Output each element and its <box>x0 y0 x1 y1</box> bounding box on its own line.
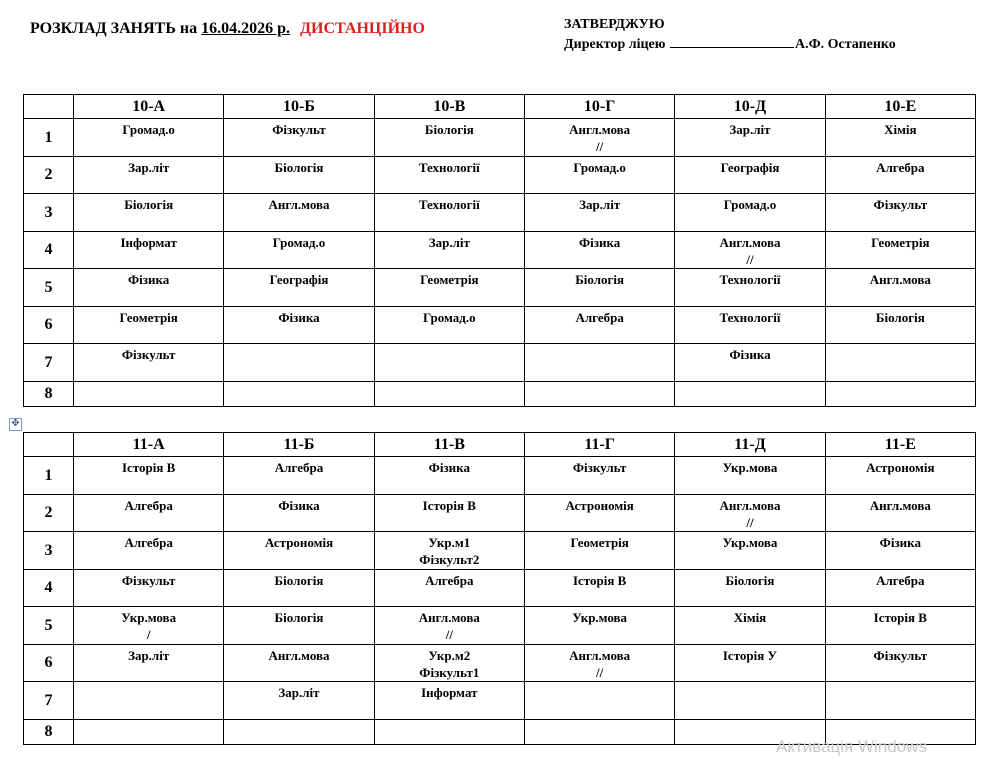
subject-text: Біологія <box>124 197 174 212</box>
director-label: Директор ліцею <box>564 37 666 52</box>
approval-block <box>564 15 896 55</box>
lesson-cell <box>675 494 825 532</box>
subject-text <box>74 720 223 722</box>
lesson-cell <box>224 194 374 232</box>
lesson-cell <box>524 231 674 269</box>
lesson-cell <box>524 269 674 307</box>
subject-text <box>675 382 824 384</box>
lesson-cell <box>74 644 224 682</box>
approval-title: ЗАТВЕРДЖУЮ <box>564 17 665 32</box>
subject-text: Біологія <box>424 122 474 137</box>
lesson-cell <box>825 269 975 307</box>
lesson-cell <box>224 494 374 532</box>
schedule-title <box>30 20 425 38</box>
subject-text <box>74 382 223 384</box>
lesson-cell <box>524 569 674 607</box>
subject-text: Алгебра <box>575 309 624 325</box>
subject-text <box>826 682 975 684</box>
subject-text: Фізкульт <box>121 572 176 588</box>
table-row <box>24 569 976 607</box>
lesson-cell <box>374 644 524 682</box>
subject-text: Фізика <box>278 309 320 325</box>
lesson-cell <box>224 306 374 344</box>
subject-text: Біологія <box>575 272 625 287</box>
subject-text <box>224 344 373 346</box>
subject-text: Фізкульт <box>272 122 326 137</box>
class-header: 11-Е <box>825 433 975 457</box>
lesson-number: 7 <box>24 344 74 382</box>
lesson-cell <box>224 344 374 382</box>
lesson-cell <box>374 494 524 532</box>
subject-text: Алгебра <box>124 535 173 550</box>
table-row <box>24 607 976 645</box>
lesson-cell <box>675 644 825 682</box>
director-name: А.Ф. Остапенко <box>794 37 896 52</box>
lesson-cell <box>825 569 975 607</box>
subject-text: Громад.о <box>122 122 175 137</box>
lesson-cell <box>374 381 524 406</box>
lesson-number: 1 <box>24 119 74 157</box>
lesson-cell <box>675 569 825 607</box>
lesson-number: 2 <box>24 494 74 532</box>
class-header: 11-Д <box>675 433 825 457</box>
lesson-cell <box>524 344 674 382</box>
subject-text: Фізкульт <box>873 647 928 663</box>
subject-text <box>525 720 674 722</box>
title-prefix: РОЗКЛАД ЗАНЯТЬ на <box>30 20 198 37</box>
lesson-cell <box>374 607 524 645</box>
lesson-cell <box>675 231 825 269</box>
lesson-cell <box>74 494 224 532</box>
lesson-cell <box>675 381 825 406</box>
subject-text: Англ.мова // <box>418 610 480 642</box>
subject-text: Укр.мова <box>572 610 628 625</box>
class-header: 10-В <box>374 95 524 119</box>
lesson-cell <box>374 231 524 269</box>
subject-text: Географія <box>720 159 780 175</box>
subject-text: Історія В <box>422 497 476 513</box>
lesson-cell <box>374 682 524 720</box>
subject-text: Фізика <box>278 497 320 513</box>
table-row <box>24 231 976 269</box>
lesson-cell <box>675 306 825 344</box>
lesson-cell <box>74 607 224 645</box>
lesson-cell <box>374 532 524 570</box>
lesson-cell <box>374 119 524 157</box>
lesson-number: 8 <box>24 381 74 406</box>
lesson-cell <box>825 532 975 570</box>
lesson-cell <box>675 607 825 645</box>
lesson-cell <box>524 306 674 344</box>
subject-text <box>224 382 373 384</box>
lesson-cell <box>74 194 224 232</box>
lesson-cell <box>675 194 825 232</box>
table-row <box>24 457 976 495</box>
lesson-number: 6 <box>24 644 74 682</box>
table-row <box>24 344 976 382</box>
lesson-number: 1 <box>24 457 74 495</box>
subject-text: Фізика <box>128 272 170 287</box>
subject-text: Фізика <box>879 535 921 550</box>
subject-text: Геометрія <box>871 234 930 250</box>
subject-text: Біологія <box>274 159 324 175</box>
lesson-cell <box>224 381 374 406</box>
activation-watermark: Активація Windows <box>776 737 927 756</box>
lesson-cell <box>825 644 975 682</box>
lesson-cell <box>825 607 975 645</box>
lesson-cell <box>224 457 374 495</box>
subject-text: Хімія <box>733 610 767 625</box>
subject-text: Астрономія <box>565 497 634 513</box>
lesson-cell <box>224 719 374 744</box>
subject-text: Алгебра <box>124 497 173 513</box>
lesson-cell <box>825 457 975 495</box>
lesson-cell <box>675 156 825 194</box>
lesson-cell <box>224 532 374 570</box>
lesson-cell <box>675 457 825 495</box>
lesson-cell <box>224 569 374 607</box>
schedule-date: 16.04.2026 р. <box>201 20 291 37</box>
lesson-cell <box>74 231 224 269</box>
subject-text: Географія <box>269 272 329 287</box>
lesson-number: 6 <box>24 306 74 344</box>
subject-text: Хімія <box>884 122 917 137</box>
subject-text <box>826 382 975 384</box>
lesson-cell <box>74 344 224 382</box>
lesson-cell <box>825 119 975 157</box>
subject-text: Англ.мова // <box>569 122 631 154</box>
lesson-cell <box>825 194 975 232</box>
lesson-cell <box>524 156 674 194</box>
subject-text: Зар.літ <box>278 685 320 700</box>
subject-text <box>74 682 223 684</box>
lesson-number: 5 <box>24 607 74 645</box>
subject-text <box>826 344 975 346</box>
subject-text: Фізкульт <box>873 197 928 212</box>
subject-text: Геометрія <box>119 309 178 325</box>
lesson-cell <box>825 381 975 406</box>
lesson-cell <box>524 532 674 570</box>
lesson-cell <box>74 119 224 157</box>
table-row <box>24 306 976 344</box>
subject-text: Громад.о <box>423 309 476 325</box>
subject-text: Зар.літ <box>128 647 170 663</box>
subject-text: Фізика <box>729 347 771 362</box>
subject-text: Алгебра <box>425 572 474 588</box>
subject-text: Алгебра <box>274 460 324 475</box>
table-row <box>24 156 976 194</box>
lesson-cell <box>74 269 224 307</box>
lesson-cell <box>524 194 674 232</box>
table-row <box>24 119 976 157</box>
lesson-cell <box>74 306 224 344</box>
subject-text: Історія В <box>121 460 176 475</box>
subject-text: Історія У <box>722 647 778 663</box>
class-header: 11-Г <box>524 433 674 457</box>
subject-text: Громад.о <box>723 197 777 212</box>
subject-text: Фізкульт <box>121 347 176 362</box>
lesson-cell <box>224 269 374 307</box>
lesson-cell <box>524 457 674 495</box>
lesson-cell <box>224 682 374 720</box>
lesson-cell <box>74 719 224 744</box>
subject-text <box>525 344 674 346</box>
lesson-cell <box>524 644 674 682</box>
lesson-number: 5 <box>24 269 74 307</box>
subject-text <box>826 720 975 722</box>
lesson-cell <box>374 194 524 232</box>
subject-text: Англ.мова // <box>719 497 781 530</box>
lesson-cell <box>675 532 825 570</box>
subject-text: Укр.мова / <box>121 610 177 642</box>
lesson-cell <box>74 457 224 495</box>
lesson-cell <box>524 494 674 532</box>
subject-text: Астрономія <box>866 460 935 475</box>
subject-text: Англ.мова <box>869 497 931 513</box>
approval-line <box>564 35 896 55</box>
subject-text: Технології <box>719 272 781 287</box>
table-header-row <box>24 433 976 457</box>
subject-text <box>224 720 373 722</box>
subject-text: Зар.літ <box>128 159 170 175</box>
subject-text: Укр.мова <box>722 460 778 475</box>
subject-text <box>375 720 524 722</box>
subject-text <box>675 682 824 684</box>
lesson-cell <box>374 719 524 744</box>
subject-text: Зар.літ <box>428 234 470 250</box>
corner-cell <box>24 433 74 457</box>
lesson-cell <box>675 119 825 157</box>
class-header: 10-Д <box>675 95 825 119</box>
lesson-cell <box>825 231 975 269</box>
table-row <box>24 381 976 406</box>
lesson-cell <box>224 156 374 194</box>
mode-label: ДИСТАНЦІЙНО <box>300 20 425 37</box>
table-row <box>24 494 976 532</box>
subject-text: Фізика <box>428 460 470 475</box>
lesson-cell <box>675 682 825 720</box>
lesson-number: 7 <box>24 682 74 720</box>
subject-text: Укр.мова <box>722 535 778 550</box>
subject-text: Історія В <box>572 572 627 588</box>
signature-line <box>670 35 794 48</box>
subject-text: Англ.мова <box>268 647 330 663</box>
subject-text: Громад.о <box>573 159 626 175</box>
class-header: 11-Б <box>224 433 374 457</box>
lesson-cell <box>524 119 674 157</box>
subject-text: Геометрія <box>420 272 479 287</box>
subject-text: Астрономія <box>264 535 334 550</box>
lesson-number: 2 <box>24 156 74 194</box>
subject-text: Зар.літ <box>729 122 771 137</box>
table-row <box>24 682 976 720</box>
table-row <box>24 644 976 682</box>
lesson-number: 4 <box>24 231 74 269</box>
lesson-cell <box>524 381 674 406</box>
lesson-cell <box>374 569 524 607</box>
subject-text: Громад.о <box>272 234 326 250</box>
lesson-cell <box>825 156 975 194</box>
lesson-number: 3 <box>24 194 74 232</box>
subject-text <box>375 344 524 346</box>
subject-text: Біологія <box>274 572 324 588</box>
subject-text: Укр.м1 Фізкульт2 <box>419 535 480 567</box>
subject-text: Алгебра <box>876 572 925 588</box>
lesson-cell <box>74 569 224 607</box>
subject-text: Інформат <box>421 685 478 700</box>
subject-text <box>525 682 674 684</box>
lesson-cell <box>224 119 374 157</box>
subject-text: Зар.літ <box>579 197 621 212</box>
lesson-cell <box>74 532 224 570</box>
subject-text: Укр.м2 Фізкульт1 <box>419 647 480 680</box>
lesson-cell <box>74 156 224 194</box>
lesson-cell <box>224 644 374 682</box>
subject-text: Фізкульт <box>572 460 627 475</box>
lesson-cell <box>224 231 374 269</box>
subject-text <box>525 382 674 384</box>
lesson-cell <box>825 306 975 344</box>
subject-text: Історія В <box>873 610 927 625</box>
subject-text: Англ.мова <box>869 272 931 287</box>
table-row <box>24 532 976 570</box>
subject-text: Технології <box>418 197 480 212</box>
lesson-cell <box>825 682 975 720</box>
class-header: 10-Е <box>825 95 975 119</box>
class-header: 10-А <box>74 95 224 119</box>
schedule-table-10 <box>23 94 976 407</box>
subject-text: Технології <box>719 309 781 325</box>
lesson-cell <box>524 682 674 720</box>
subject-text: Англ.мова // <box>719 234 781 267</box>
lesson-cell <box>825 494 975 532</box>
lesson-cell <box>374 344 524 382</box>
subject-text <box>675 720 824 722</box>
subject-text: Англ.мова // <box>569 647 631 680</box>
corner-cell <box>24 95 74 119</box>
lesson-number: 8 <box>24 719 74 744</box>
lesson-cell <box>374 306 524 344</box>
subject-text: Англ.мова <box>268 197 330 212</box>
lesson-cell <box>74 381 224 406</box>
class-header: 11-А <box>74 433 224 457</box>
lesson-cell <box>224 607 374 645</box>
lesson-number: 3 <box>24 532 74 570</box>
lesson-cell <box>825 344 975 382</box>
lesson-cell <box>374 457 524 495</box>
class-header: 10-Б <box>224 95 374 119</box>
lesson-cell <box>524 607 674 645</box>
table-row <box>24 194 976 232</box>
lesson-cell <box>374 269 524 307</box>
lesson-cell <box>74 682 224 720</box>
subject-text: Інформат <box>120 234 177 250</box>
lesson-number: 4 <box>24 569 74 607</box>
table-row <box>24 269 976 307</box>
class-header: 10-Г <box>524 95 674 119</box>
move-handle-icon[interactable]: ✥ <box>9 418 22 431</box>
class-header: 11-В <box>374 433 524 457</box>
lesson-cell <box>675 344 825 382</box>
subject-text: Алгебра <box>876 159 925 175</box>
lesson-cell <box>524 719 674 744</box>
subject-text: Біологія <box>725 572 775 588</box>
subject-text: Геометрія <box>570 535 629 550</box>
schedule-table-11 <box>23 432 976 745</box>
lesson-cell <box>675 269 825 307</box>
subject-text: Технології <box>418 159 480 175</box>
subject-text <box>375 382 524 384</box>
subject-text: Біологія <box>274 610 324 625</box>
lesson-cell <box>374 156 524 194</box>
subject-text: Біологія <box>875 309 925 325</box>
subject-text: Фізика <box>579 234 621 250</box>
table-header-row <box>24 95 976 119</box>
